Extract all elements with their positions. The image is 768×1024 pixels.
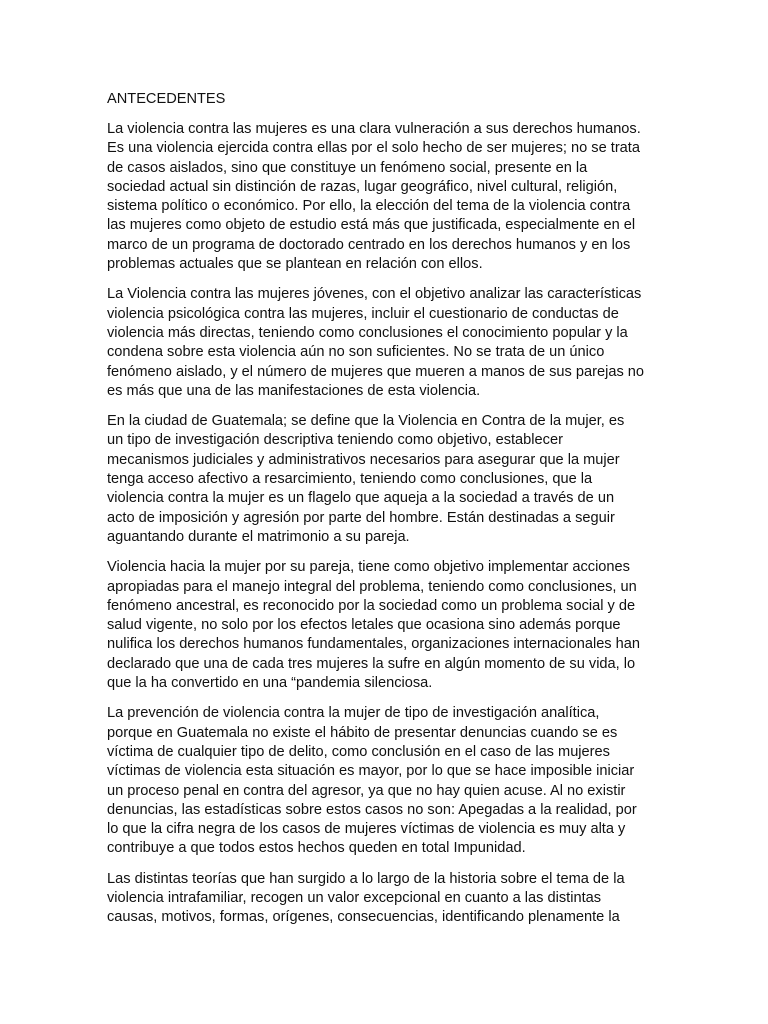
paragraph-1: La violencia contra las mujeres es una clara vulneración a sus derechos humanos. Es una violencia ejercida contra ellas por el solo hecho de ser mujeres; no se trata de casos aislados, sino que constituye un fenómeno social, presente en la sociedad actual sin distinción de razas, lugar geográfico, nivel cultural, religión, sistema político o económico. Por ello, la elección del tema de la violencia contra las mujeres como objeto de estudio está más que justificada, especialmente en el marco de un programa de doctorado centrado en los derechos humanos y en los problemas actuales que se plantean en relación con ellos.	[107, 121, 641, 273]
paragraph-6: Las distintas teorías que han surgido a lo largo de la historia sobre el tema de la violencia intrafamiliar, recogen un valor excepcional en cuanto a las distintas causas, motivos, formas, orígenes, consecuencias, identificando plenamente la	[107, 870, 625, 926]
section-heading: ANTECEDENTES	[107, 91, 226, 107]
paragraph-4: Violencia hacia la mujer por su pareja, tiene como objetivo implementar acciones apropiadas para el manejo integral del problema, teniendo como conclusiones, un fenómeno ancestral, es reconocido por la sociedad como un problema social y de salud vigente, no solo por los efectos letales que ocasiona sino además porque nulifica los derechos humanos fundamentales, organizaciones internacionales han declarado que una de cada tres mujeres la sufre en algún momento de su vida, lo que la ha convertido en una “pandemia silenciosa.	[107, 559, 641, 692]
paragraph-2: La Violencia contra las mujeres jóvenes, con el objetivo analizar las características violencia psicológica contra las mujeres, incluir el cuestionario de conductas de violencia más directas, teniendo como conclusiones el conocimiento popular y la condena sobre esta violencia aún no son suficientes. No se trata de un único fenómeno aislado, y el número de mujeres que mueren a manos de sus parejas no es más que una de las manifestaciones de esta violencia.	[107, 286, 645, 399]
paragraph-3: En la ciudad de Guatemala; se define que la Violencia en Contra de la mujer, es un tipo de investigación descriptiva teniendo como objetivo, establecer mecanismos judiciales y administrativos necesarios para asegurar que la mujer tenga acceso afectivo a resarcimiento, teniendo como conclusiones, que la violencia contra la mujer es un flagelo que aqueja a la sociedad a través de un acto de imposición y agresión por parte del hombre. Están destinadas a seguir aguantando durante el matrimonio a su pareja.	[107, 413, 625, 545]
document-page	[107, 90, 667, 939]
paragraph-5: La prevención de violencia contra la mujer de tipo de investigación analítica, porque en Guatemala no existe el hábito de presentar denuncias cuando se es víctima de cualquier tipo de delito, como conclusión en el caso de las mujeres víctimas de violencia esta situación es mayor, por lo que se hace imposible iniciar un proceso penal en contra del agresor, ya que no hay quien acuse. Al no existir denuncias, las estadísticas sobre estos casos no son: Apegadas a la realidad, por lo que la cifra negra de los casos de mujeres víctimas de violencia es muy alta y contribuye a que todos estos hechos queden en total Impunidad.	[107, 705, 637, 857]
